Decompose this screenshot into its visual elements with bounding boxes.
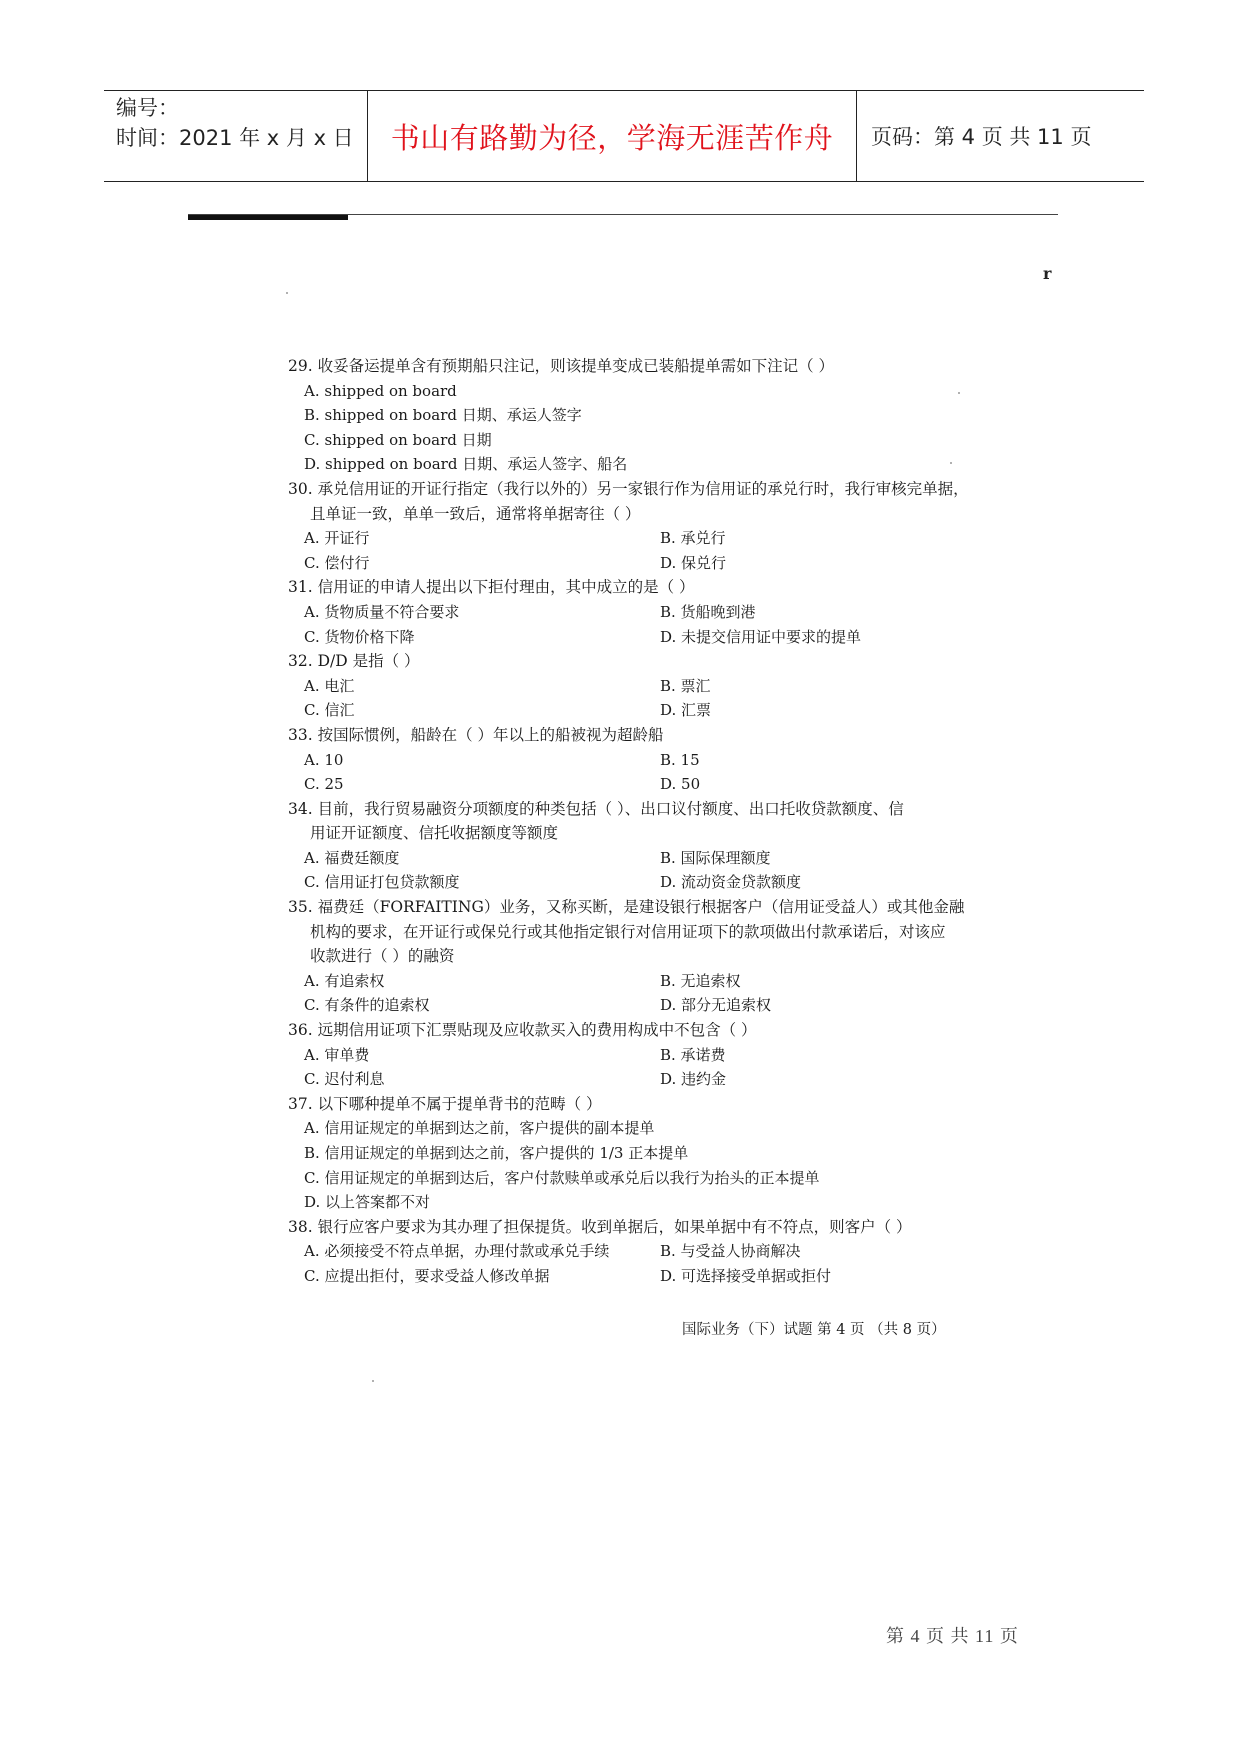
question-list <box>288 354 988 1289</box>
question-stem: 35. 福费廷（FORFAITING）业务，又称买断，是建设银行根据客户（信用证受益人）或其他金融 <box>288 898 965 917</box>
question-item <box>288 649 988 723</box>
answer-option: D. 50 <box>660 775 701 794</box>
answer-option: B. 票汇 <box>660 676 711 695</box>
answer-option: A. 信用证规定的单据到达之前，客户提供的副本提单 <box>304 1119 655 1138</box>
scanned-page-footer: 国际业务（下）试题 第 4 页 （共 8 页） <box>682 1322 946 1338</box>
answer-option: C. 迟付利息 <box>304 1070 385 1089</box>
header-page-code: 页码：第 4 页 共 11 页 <box>871 125 1092 149</box>
document-time-label: 时间：2021 年 x 月 x 日 <box>116 126 354 150</box>
answer-option: A. 审单费 <box>304 1045 370 1064</box>
answer-option: D. 可选择接受单据或拒付 <box>660 1266 832 1285</box>
question-stem: 37. 以下哪种提单不属于提单背书的范畴（ ） <box>288 1094 602 1113</box>
question-stem: 用证开证额度、信托收据额度等额度 <box>310 824 559 843</box>
question-stem: 29. 收妥备运提单含有预期船只注记，则该提单变成已装船提单需如下注记（ ） <box>288 357 835 375</box>
answer-option: D. shipped on board 日期、承运人签字、船名 <box>304 455 628 474</box>
question-item <box>288 723 988 797</box>
question-stem: 31. 信用证的申请人提出以下拒付理由，其中成立的是（ ） <box>288 578 695 597</box>
answer-option: A. 有追索权 <box>304 971 385 990</box>
answer-option: C. 信用证打包贷款额度 <box>304 873 460 892</box>
answer-option: B. 15 <box>660 750 700 769</box>
answer-option: D. 违约金 <box>660 1070 727 1089</box>
answer-option: A. 福费廷额度 <box>304 848 400 867</box>
question-stem: 38. 银行应客户要求为其办理了担保提货。收到单据后，如果单据中有不符点，则客户（ ） <box>288 1217 912 1236</box>
answer-option: D. 汇票 <box>660 701 712 720</box>
answer-option: C. 偿付行 <box>304 553 370 572</box>
answer-option: A. 必须接受不符点单据，办理付款或承兑手续 <box>304 1242 610 1261</box>
answer-option: D. 流动资金贷款额度 <box>660 873 802 892</box>
answer-option: B. shipped on board 日期、承运人签字 <box>304 406 582 425</box>
answer-option: B. 承诺费 <box>660 1045 726 1064</box>
question-stem: 33. 按国际惯例，船龄在（ ）年以上的船被视为超龄船 <box>288 725 664 744</box>
page-footer: 第 4 页 共 11 页 <box>886 1626 1019 1646</box>
answer-option: B. 货船晚到港 <box>660 602 756 621</box>
answer-option: B. 国际保理额度 <box>660 848 771 867</box>
question-item <box>288 1215 988 1289</box>
scan-speckle <box>372 1380 374 1382</box>
answer-option: B. 信用证规定的单据到达之前，客户提供的 1/3 正本提单 <box>304 1144 689 1162</box>
question-item <box>288 354 988 477</box>
answer-option: C. 货物价格下降 <box>304 627 415 646</box>
question-item <box>288 797 988 895</box>
answer-option: A. 开证行 <box>304 529 370 548</box>
question-stem: 30. 承兑信用证的开证行指定（我行以外的）另一家银行作为信用证的承兑行时，我行审核完单据， <box>288 479 969 498</box>
question-stem: 32. D/D 是指（ ） <box>288 652 420 671</box>
document-header <box>104 90 1144 182</box>
question-item <box>288 895 988 1018</box>
answer-option: C. 25 <box>304 775 344 794</box>
answer-option: C. 信用证规定的单据到达后，客户付款赎单或承兑后以我行为抬头的正本提单 <box>304 1168 820 1187</box>
answer-option: A. 10 <box>304 750 344 769</box>
question-stem: 收款进行（ ）的融资 <box>310 947 455 966</box>
header-motto: 书山有路勤为径，学海无涯苦作舟 <box>368 91 857 181</box>
answer-option: D. 保兑行 <box>660 553 727 572</box>
question-stem: 机构的要求，在开证行或保兑行或其他指定银行对信用证项下的款项做出付款承诺后，对该应 <box>310 922 946 941</box>
answer-option: C. 信汇 <box>304 701 355 720</box>
question-stem: 36. 远期信用证项下汇票贴现及应收款买入的费用构成中不包含（ ） <box>288 1021 757 1040</box>
question-item <box>288 575 988 649</box>
answer-option: C. 有条件的追索权 <box>304 996 430 1015</box>
answer-option: B. 无追索权 <box>660 971 741 990</box>
question-item <box>288 477 988 575</box>
answer-option: A. shipped on board <box>304 381 457 400</box>
answer-option: A. 货物质量不符合要求 <box>304 602 460 621</box>
answer-option: D. 以上答案都不对 <box>304 1193 431 1212</box>
answer-option: D. 部分无追索权 <box>660 996 772 1015</box>
question-item <box>288 1092 988 1215</box>
scan-top-rule-thick <box>188 215 348 220</box>
question-item <box>288 1018 988 1092</box>
answer-option: A. 电汇 <box>304 676 355 695</box>
answer-option: D. 未提交信用证中要求的提单 <box>660 627 862 646</box>
answer-option: C. shipped on board 日期 <box>304 430 492 449</box>
question-stem: 34. 目前，我行贸易融资分项额度的种类包括（ ）、出口议付额度、出口托收贷款额度、信 <box>288 799 904 818</box>
header-meta <box>104 91 368 181</box>
document-number-label: 编号： <box>116 96 179 120</box>
question-stem: 且单证一致，单单一致后，通常将单据寄往（ ） <box>310 504 641 523</box>
answer-option: B. 承兑行 <box>660 529 726 548</box>
answer-option: B. 与受益人协商解决 <box>660 1242 801 1261</box>
scan-speckle <box>286 292 288 294</box>
scan-mark: r <box>1043 264 1052 283</box>
answer-option: C. 应提出拒付，要求受益人修改单据 <box>304 1266 550 1285</box>
